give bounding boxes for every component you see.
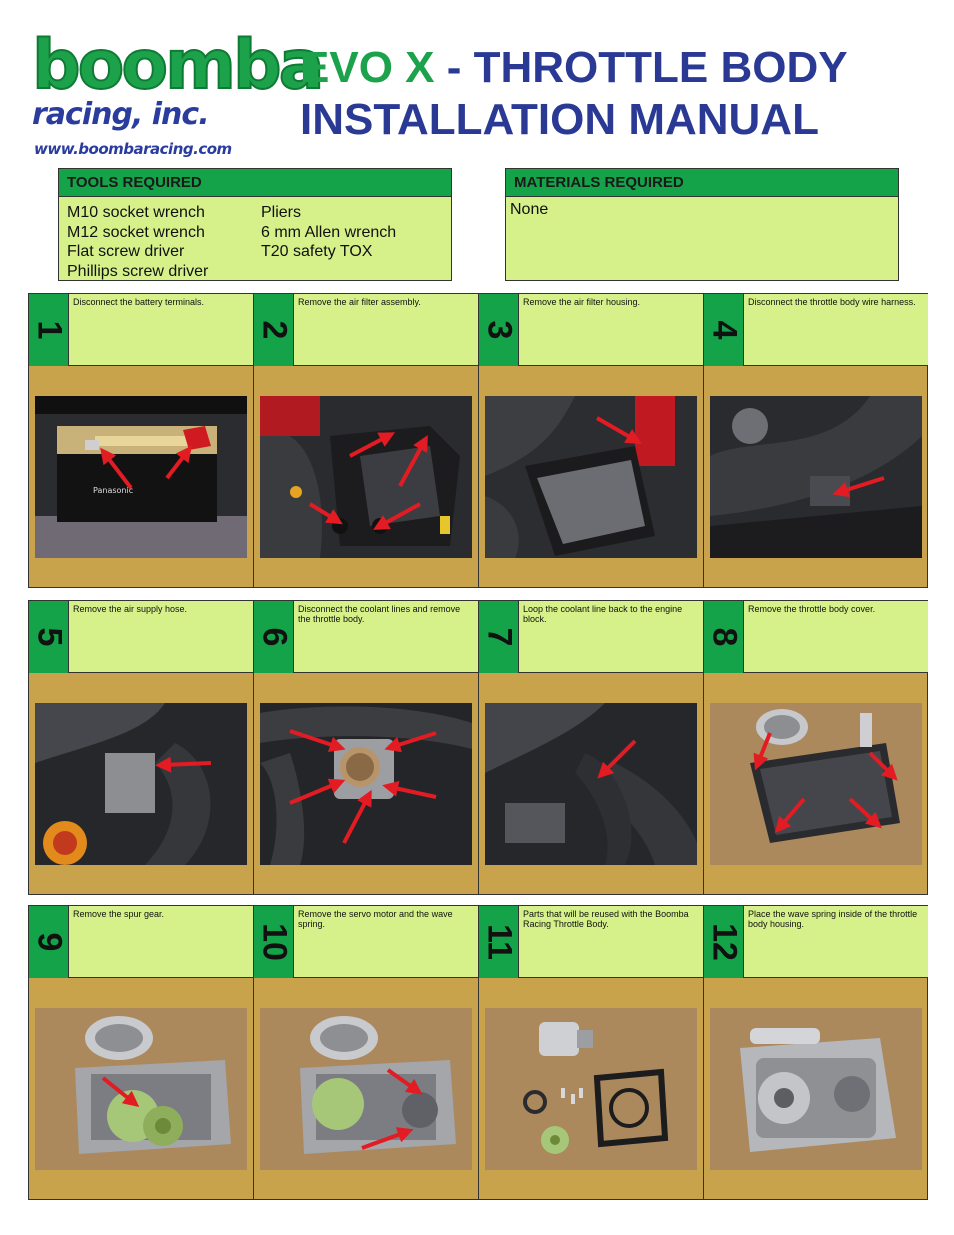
step-number: 1 xyxy=(29,294,69,366)
step-header xyxy=(704,294,928,366)
step-number: 7 xyxy=(479,601,519,673)
tool-item: M10 socket wrench xyxy=(67,204,205,221)
step-photo-servo-motor xyxy=(260,1008,472,1170)
step-description: Remove the servo motor and the wave spring. xyxy=(298,909,453,929)
materials-list xyxy=(506,197,898,223)
step-number: 11 xyxy=(479,906,519,978)
steps-row-3 xyxy=(28,905,928,1200)
tool-item: M12 socket wrench xyxy=(67,223,205,241)
step-5 xyxy=(29,601,254,894)
step-description: Disconnect the coolant lines and remove the throttle body. xyxy=(298,604,461,624)
step-number: 5 xyxy=(29,601,69,673)
step-photo-reused-parts xyxy=(485,1008,697,1170)
step-header xyxy=(704,601,928,673)
step-number: 6 xyxy=(254,601,294,673)
step-description: Disconnect the throttle body wire harness. xyxy=(748,297,916,307)
step-photo-battery xyxy=(35,396,247,558)
step-4 xyxy=(704,294,929,587)
step-header xyxy=(29,906,253,978)
step-photo-filter-housing xyxy=(485,396,697,558)
materials-heading: MATERIALS REQUIRED xyxy=(506,169,898,197)
tools-required-box xyxy=(58,168,452,281)
step-photo-air-filter xyxy=(260,396,472,558)
step-10 xyxy=(254,906,479,1199)
step-2 xyxy=(254,294,479,587)
step-header xyxy=(29,601,253,673)
step-12 xyxy=(704,906,929,1199)
step-description: Remove the spur gear. xyxy=(73,909,165,919)
title-part1: - THROTTLE BODY xyxy=(434,43,848,92)
step-photo-coolant-lines xyxy=(260,703,472,865)
tool-item: Pliers xyxy=(261,204,302,221)
tools-column-2 xyxy=(257,200,400,265)
step-header xyxy=(704,906,928,978)
step-photo-wire-harness xyxy=(710,396,922,558)
step-header xyxy=(479,601,703,673)
boomba-logo xyxy=(30,26,322,165)
step-description: Remove the air filter housing. xyxy=(523,297,641,307)
step-number: 4 xyxy=(704,294,744,366)
battery-label: Panasonic xyxy=(93,486,134,495)
step-description: Loop the coolant line back to the engine block. xyxy=(523,604,683,624)
step-8 xyxy=(704,601,929,894)
step-photo-coolant-loop xyxy=(485,703,697,865)
step-description: Remove the air supply hose. xyxy=(73,604,188,614)
tools-column-1 xyxy=(63,200,212,284)
step-number: 12 xyxy=(704,906,744,978)
step-number: 3 xyxy=(479,294,519,366)
steps-row-1 xyxy=(28,293,928,588)
step-6 xyxy=(254,601,479,894)
page-title xyxy=(300,42,920,146)
step-number: 8 xyxy=(704,601,744,673)
step-1 xyxy=(29,294,254,587)
step-number: 2 xyxy=(254,294,294,366)
steps-row-2 xyxy=(28,600,928,895)
step-11 xyxy=(479,906,704,1199)
tools-heading: TOOLS REQUIRED xyxy=(59,169,451,197)
logo-subtitle: racing, inc. xyxy=(32,97,209,132)
step-description: Remove the air filter assembly. xyxy=(298,297,421,307)
tool-item: T20 safety TOX xyxy=(261,243,373,260)
tool-item: Phillips screw driver xyxy=(67,262,209,280)
tool-item: Flat screw driver xyxy=(67,243,185,260)
step-header xyxy=(254,906,478,978)
step-header xyxy=(29,294,253,366)
logo-website: www.boombaracing.com xyxy=(34,140,232,158)
step-header xyxy=(254,601,478,673)
step-photo-throttle-cover xyxy=(710,703,922,865)
materials-required-box xyxy=(505,168,899,281)
step-photo-spur-gear xyxy=(35,1008,247,1170)
step-description: Remove the throttle body cover. xyxy=(748,604,876,614)
step-9 xyxy=(29,906,254,1199)
logo-wordmark: boomba xyxy=(32,26,322,105)
material-item: None xyxy=(510,201,549,218)
step-header xyxy=(479,294,703,366)
step-number: 9 xyxy=(29,906,69,978)
tool-item: 6 mm Allen wrench xyxy=(261,223,397,241)
step-description: Place the wave spring inside of the throttle body housing. xyxy=(748,909,918,929)
step-7 xyxy=(479,601,704,894)
step-photo-air-supply-hose xyxy=(35,703,247,865)
step-header xyxy=(254,294,478,366)
title-part2: INSTALLATION MANUAL xyxy=(300,95,819,144)
step-description: Parts that will be reused with the Boomba Racing Throttle Body. xyxy=(523,909,689,929)
step-header xyxy=(479,906,703,978)
step-photo-wave-spring xyxy=(710,1008,922,1170)
step-description: Disconnect the battery terminals. xyxy=(73,297,205,307)
step-number: 10 xyxy=(254,906,294,978)
step-3 xyxy=(479,294,704,587)
title-model: EVO X xyxy=(300,43,435,92)
